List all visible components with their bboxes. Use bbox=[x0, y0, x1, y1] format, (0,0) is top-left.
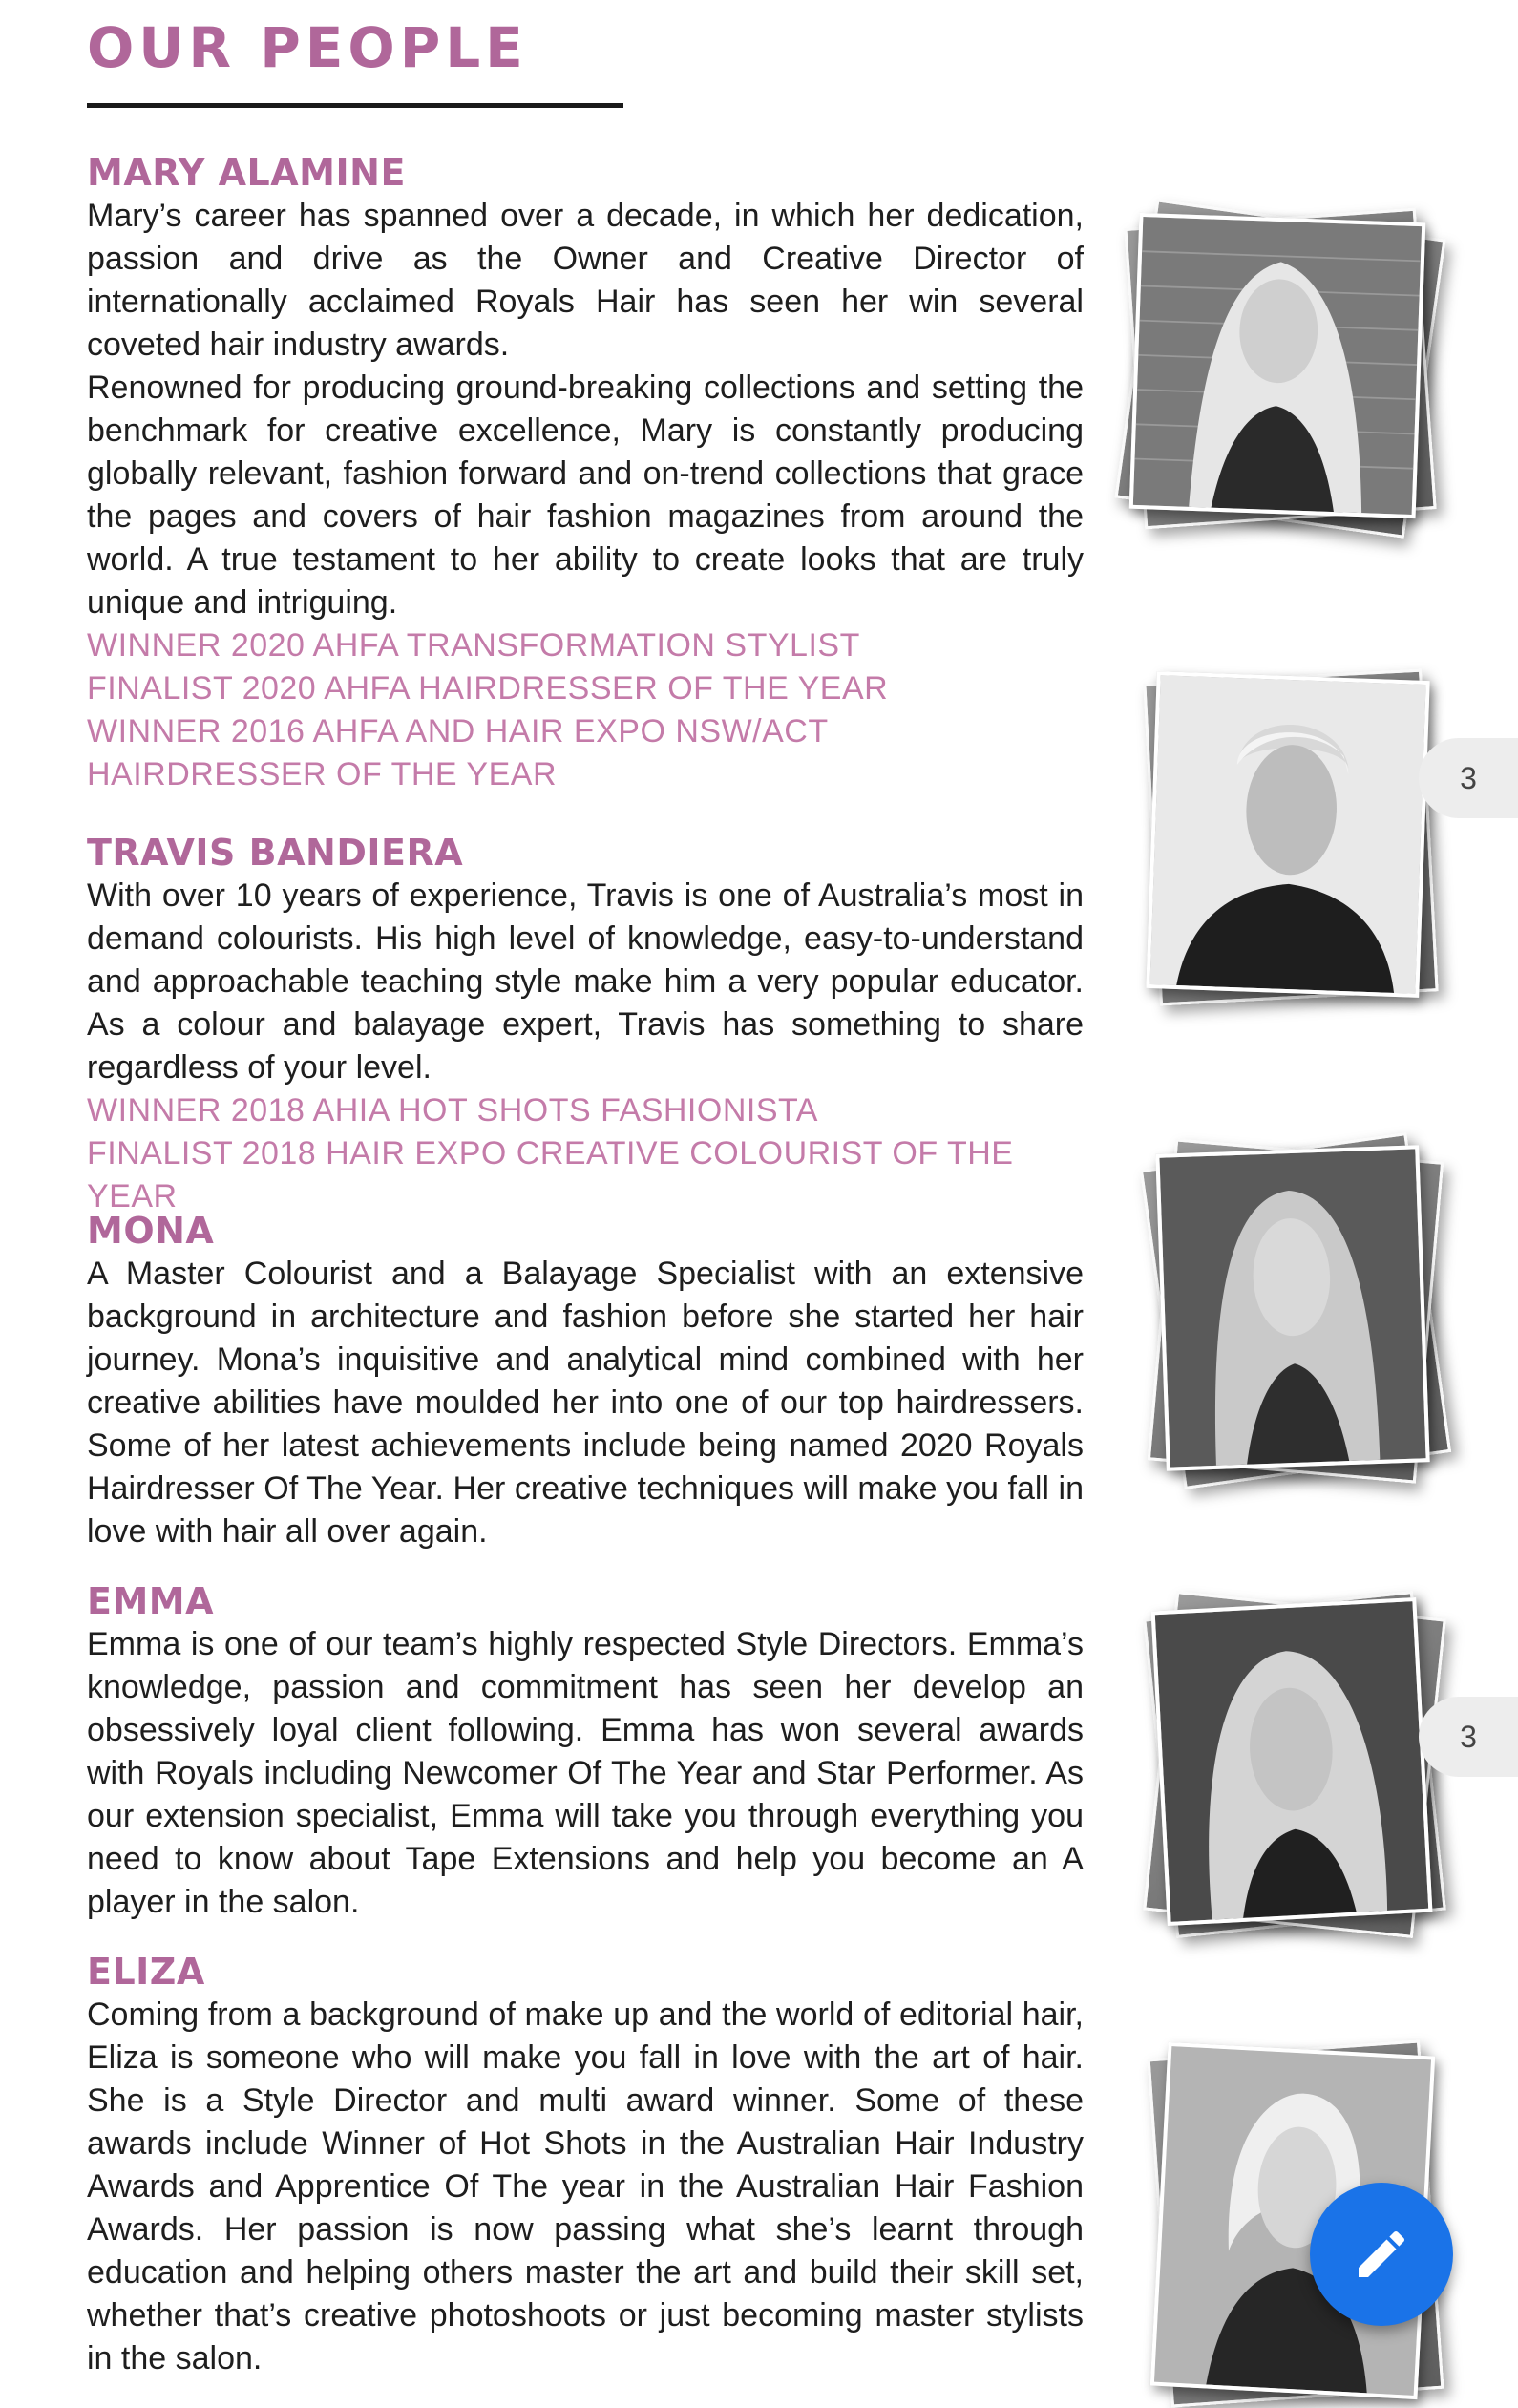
person-bio: Mary’s career has spanned over a decade, in which her dedication, passion and drive as the Owner and Creative Director of internationally acclaimed Royals Hair has seen her win several coveted hair industry awards. bbox=[87, 198, 1084, 363]
person-bio: Renowned for producing ground-breaking collections and setting the benchmark for creative excellence, Mary is constantly producing globally relevant, fashion forward and on-trend collections that grace the pages and covers of hair fashion magazines from around the world. A true testament to her ability to create looks that are truly unique and intriguing. bbox=[87, 370, 1084, 621]
photo-mary-alamine bbox=[1134, 218, 1421, 514]
photo-emma bbox=[1159, 1604, 1424, 1919]
person-name: ELIZA bbox=[87, 1951, 205, 1993]
person-mona bbox=[87, 1209, 1084, 1553]
person-award: WINNER 2018 AHIA HOT SHOTS FASHIONISTA bbox=[87, 1092, 818, 1129]
person-award: FINALIST 2018 HAIR EXPO CREATIVE COLOURIST OF THE YEAR bbox=[87, 1135, 1014, 1215]
person-bio: A Master Colourist and a Balayage Specialist with an extensive background in architecture and fashion before she started her hair journey. Mona’s inquisitive and analytical mind combined with her creative abilities have moulded her into one of our top hairdressers. Some of her latest achievements include being named 2020 Royals Hairdresser Of The Year. Her creative techniques will make you fall in love with hair all over again. bbox=[87, 1256, 1084, 1550]
person-award: WINNER 2016 AHFA AND HAIR EXPO NSW/ACT bbox=[87, 713, 829, 750]
person-award: HAIRDRESSER OF THE YEAR bbox=[87, 756, 558, 792]
page-number-tab[interactable]: 3 bbox=[1419, 1697, 1518, 1777]
title-underline bbox=[87, 103, 623, 108]
photo-mona bbox=[1161, 1150, 1424, 1467]
person-bio: Emma is one of our team’s highly respected Style Directors. Emma’s knowledge, passion and commitment has seen her develop an obsessively loyal client following. Emma has won several awards with Royals including Newcomer Of The Year and Star Performer. As our extension specialist, Emma will take you through everything you need to know about Tape Extensions and help you become an A player in the salon. bbox=[87, 1626, 1084, 1920]
person-name: TRAVIS BANDIERA bbox=[87, 832, 464, 874]
person-award: FINALIST 2020 AHFA HAIRDRESSER OF THE YEAR bbox=[87, 670, 889, 707]
person-eliza bbox=[87, 1950, 1084, 2380]
edit-fab-button[interactable] bbox=[1310, 2183, 1453, 2326]
person-travis-bandiera bbox=[87, 831, 1084, 1218]
page-title: OUR PEOPLE bbox=[87, 15, 528, 80]
photo-travis-bandiera bbox=[1151, 676, 1424, 993]
person-bio: With over 10 years of experience, Travis is one of Australia’s most in demand colourists. His high level of knowledge, easy-to-understand and approachable teaching style make him a very popular educator. As a colour and balayage expert, Travis has something to share regardless of your level. bbox=[87, 877, 1084, 1086]
page-number-tab[interactable]: 3 bbox=[1419, 738, 1518, 818]
person-mary-alamine bbox=[87, 151, 1084, 796]
pencil-icon bbox=[1351, 2224, 1412, 2285]
person-bio: Coming from a background of make up and the world of editorial hair, Eliza is someone who will make you fall in love with the art of hair. She is a Style Director and multi award winner. Some of these awards include Winner of Hot Shots in the Australian Hair Industry Awards and Apprentice Of The year in the Australian Hair Fashion Awards. Her passion is now passing what she’s learnt through education and helping others master the art and build their skill set, whether that’s creative photoshoots or just becoming master stylists in the salon. bbox=[87, 1996, 1084, 2376]
person-name: MARY ALAMINE bbox=[87, 152, 406, 194]
person-name: MONA bbox=[87, 1210, 215, 1252]
person-name: EMMA bbox=[87, 1580, 214, 1622]
person-emma bbox=[87, 1579, 1084, 1924]
person-award: WINNER 2020 AHFA TRANSFORMATION STYLIST bbox=[87, 627, 860, 664]
